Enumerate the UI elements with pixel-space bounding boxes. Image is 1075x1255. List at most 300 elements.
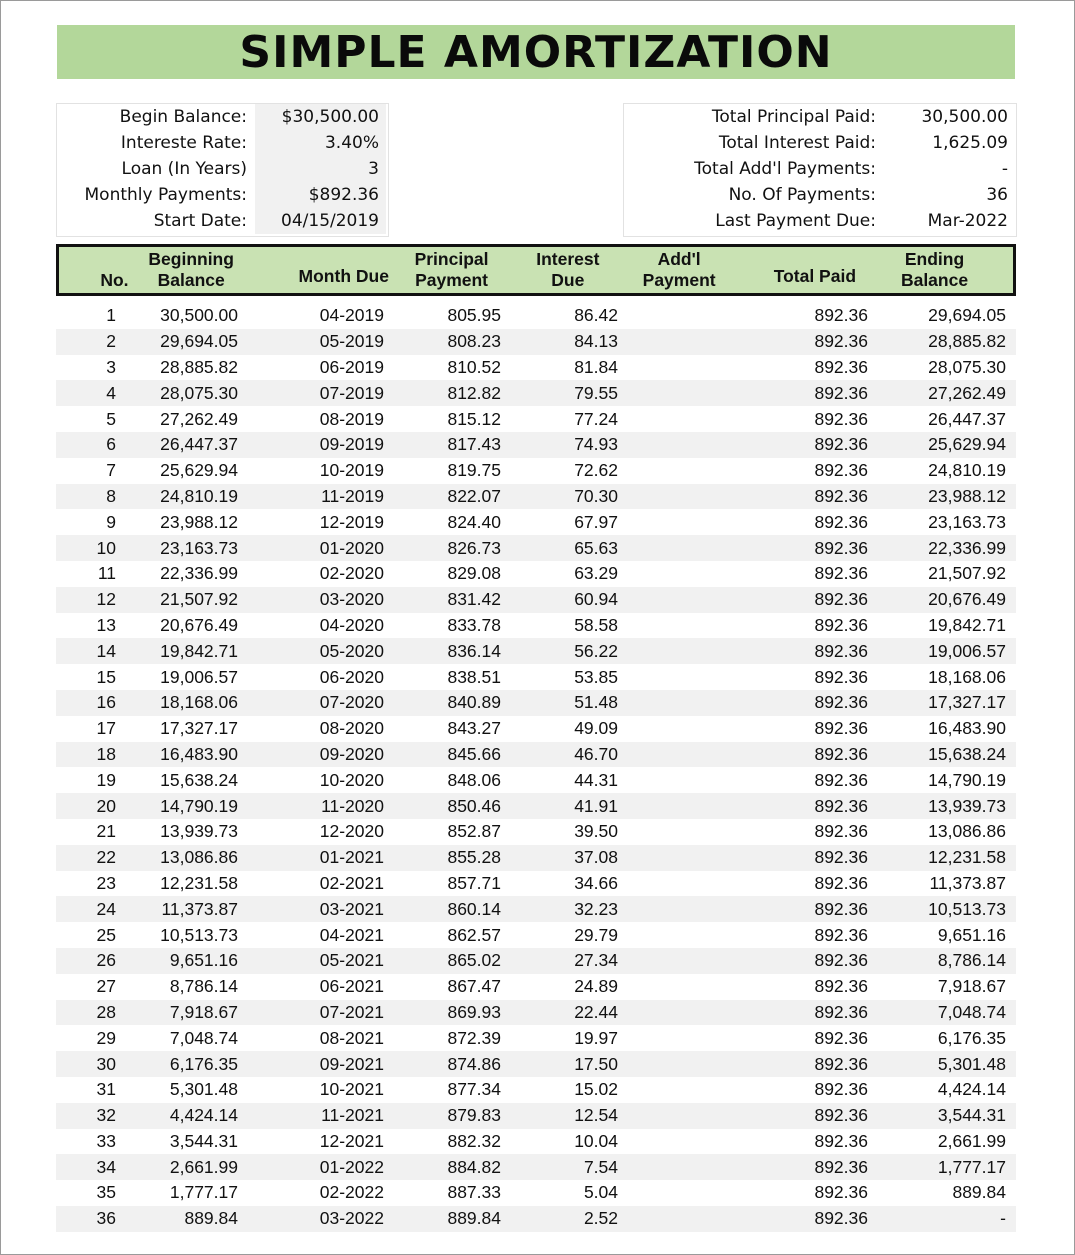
loan-input-value: 3: [255, 156, 386, 182]
table-cell: 08-2020: [319, 718, 384, 739]
table-row: [56, 1154, 1016, 1180]
table-row: [56, 1051, 1016, 1077]
table-row: [56, 974, 1016, 1000]
loan-input-row: [57, 130, 388, 156]
table-cell: 18: [96, 743, 116, 764]
table-cell: 34.66: [574, 872, 618, 893]
table-cell: 892.36: [814, 1053, 868, 1074]
loan-total-label: Total Add'l Payments:: [694, 159, 876, 179]
table-cell: 2.52: [583, 1208, 618, 1229]
column-header-line2: Balance: [900, 270, 969, 290]
table-cell: 22,336.99: [928, 537, 1006, 558]
table-cell: 03-2020: [319, 589, 384, 610]
table-cell: 7,918.67: [169, 1001, 238, 1022]
table-cell: 867.47: [447, 976, 501, 997]
table-cell: 9: [106, 511, 116, 532]
table-cell: 13,086.86: [928, 821, 1006, 842]
table-cell: 15.02: [574, 1079, 618, 1100]
table-row: [56, 638, 1016, 664]
table-cell: 65.63: [574, 537, 618, 558]
table-cell: 56.22: [574, 640, 618, 661]
table-cell: 12.54: [574, 1105, 618, 1126]
schedule-body: [56, 303, 1016, 1232]
column-header: [59, 247, 129, 293]
table-cell: 892.36: [814, 1027, 868, 1048]
table-cell: 872.39: [447, 1027, 501, 1048]
table-cell: 11,373.87: [161, 898, 238, 919]
table-cell: 39.50: [574, 821, 618, 842]
loan-input-row: [57, 182, 388, 208]
table-cell: 32: [96, 1105, 116, 1126]
column-header-line1: Ending: [904, 249, 965, 269]
table-cell: 892.36: [814, 950, 868, 971]
table-cell: 23,988.12: [160, 511, 238, 532]
table-cell: 16,483.90: [160, 743, 238, 764]
loan-input-value: 3.40%: [255, 130, 386, 156]
table-cell: 67.97: [574, 511, 618, 532]
table-cell: 04-2020: [319, 614, 384, 635]
table-cell: 10.04: [574, 1130, 618, 1151]
table-cell: 892.36: [814, 1182, 868, 1203]
table-cell: 34: [96, 1156, 116, 1177]
table-cell: 892.36: [814, 743, 868, 764]
table-row: [56, 690, 1016, 716]
table-row: [56, 1000, 1016, 1026]
loan-input-row: [57, 104, 388, 130]
table-cell: 889.84: [184, 1208, 238, 1229]
table-cell: 892.36: [814, 692, 868, 713]
table-row: [56, 1025, 1016, 1051]
table-cell: 19.97: [574, 1027, 618, 1048]
table-cell: 892.36: [814, 408, 868, 429]
table-row: [56, 922, 1016, 948]
table-cell: 852.87: [447, 821, 501, 842]
table-cell: 06-2019: [319, 356, 384, 377]
table-cell: 21: [96, 821, 116, 842]
table-cell: 63.29: [574, 563, 618, 584]
table-cell: 4,424.14: [169, 1105, 238, 1126]
table-row: [56, 329, 1016, 355]
column-header: [389, 247, 514, 293]
table-cell: 26: [96, 950, 116, 971]
table-cell: 826.73: [447, 537, 501, 558]
table-cell: 892.36: [814, 1130, 868, 1151]
table-cell: 3,544.31: [937, 1105, 1006, 1126]
table-row: [56, 1103, 1016, 1129]
table-cell: 18,168.06: [928, 666, 1006, 687]
loan-total-row: [624, 156, 1016, 182]
table-cell: 14,790.19: [160, 795, 238, 816]
table-cell: 28,075.30: [928, 356, 1006, 377]
table-cell: 21,507.92: [928, 563, 1006, 584]
column-header-line1: Interest: [536, 249, 600, 269]
table-cell: 13,939.73: [160, 821, 238, 842]
table-cell: 860.14: [447, 898, 501, 919]
table-cell: 892.36: [814, 924, 868, 945]
loan-total-value: 1,625.09: [932, 133, 1008, 153]
table-cell: 25: [96, 924, 116, 945]
table-row: [56, 1077, 1016, 1103]
table-cell: 05-2021: [319, 950, 384, 971]
table-cell: 877.34: [447, 1079, 501, 1100]
table-cell: 892.36: [814, 1105, 868, 1126]
table-cell: 838.51: [447, 666, 501, 687]
table-cell: 6: [106, 434, 116, 455]
loan-input-row: [57, 156, 388, 182]
table-cell: 03-2021: [319, 898, 384, 919]
table-row: [56, 535, 1016, 561]
loan-total-row: [624, 104, 1016, 130]
table-cell: 1: [106, 305, 116, 326]
table-cell: 892.36: [814, 821, 868, 842]
table-cell: 20,676.49: [928, 589, 1006, 610]
table-cell: 892.36: [814, 589, 868, 610]
table-cell: 892.36: [814, 847, 868, 868]
table-cell: 77.24: [574, 408, 618, 429]
table-cell: 37.08: [574, 847, 618, 868]
table-cell: 33: [96, 1130, 116, 1151]
table-cell: 850.46: [447, 795, 501, 816]
table-row: [56, 793, 1016, 819]
loan-total-value: 36: [986, 185, 1008, 205]
column-header: [129, 247, 254, 293]
table-cell: 848.06: [447, 769, 501, 790]
table-cell: 11: [97, 563, 116, 584]
table-cell: 20: [96, 795, 116, 816]
table-row: [56, 1129, 1016, 1155]
table-cell: 892.36: [814, 511, 868, 532]
table-cell: 10-2019: [319, 460, 384, 481]
table-cell: 14,790.19: [928, 769, 1006, 790]
column-header-line2: Month Due: [298, 266, 389, 286]
page-title: SIMPLE AMORTIZATION: [239, 26, 833, 78]
table-row: [56, 767, 1016, 793]
table-cell: 12: [96, 589, 116, 610]
table-cell: 30,500.00: [160, 305, 238, 326]
table-cell: 892.36: [814, 434, 868, 455]
table-cell: 857.71: [447, 872, 501, 893]
loan-total-label: Total Principal Paid:: [711, 107, 876, 127]
table-cell: 16: [96, 692, 116, 713]
loan-input-label: Loan (In Years): [121, 159, 247, 179]
table-cell: 884.82: [447, 1156, 501, 1177]
table-cell: 49.09: [574, 718, 618, 739]
table-cell: 882.32: [447, 1130, 501, 1151]
loan-input-value: $892.36: [255, 182, 386, 208]
table-cell: 13: [96, 614, 116, 635]
table-cell: 01-2021: [319, 847, 384, 868]
table-cell: 10-2021: [319, 1079, 384, 1100]
table-cell: 892.36: [814, 898, 868, 919]
table-cell: 41.91: [574, 795, 618, 816]
table-cell: 18,168.06: [160, 692, 238, 713]
table-cell: 27.34: [574, 950, 618, 971]
column-header: [514, 247, 621, 293]
column-header-line2: Payment: [415, 270, 489, 290]
table-row: [56, 458, 1016, 484]
table-cell: 11,373.87: [929, 872, 1006, 893]
table-cell: 889.84: [447, 1208, 501, 1229]
table-cell: 7,048.74: [937, 1001, 1006, 1022]
table-cell: 4: [106, 382, 116, 403]
table-cell: 12-2019: [319, 511, 384, 532]
table-cell: 02-2021: [319, 872, 384, 893]
table-cell: 829.08: [447, 563, 501, 584]
table-cell: 892.36: [814, 614, 868, 635]
table-cell: 843.27: [447, 718, 501, 739]
table-cell: 04-2019: [319, 305, 384, 326]
table-cell: 24,810.19: [928, 460, 1006, 481]
loan-inputs-panel: [56, 103, 389, 237]
table-cell: 889.84: [952, 1182, 1006, 1203]
column-header-line2: Balance: [157, 270, 225, 290]
table-cell: 35: [96, 1182, 116, 1203]
table-cell: 32.23: [574, 898, 618, 919]
table-cell: 04-2021: [319, 924, 384, 945]
table-cell: 892.36: [814, 563, 868, 584]
loan-total-value: 30,500.00: [921, 107, 1008, 127]
table-cell: 29.79: [574, 924, 618, 945]
table-cell: 892.36: [814, 769, 868, 790]
table-cell: 12,231.58: [928, 847, 1006, 868]
table-cell: 25,629.94: [928, 434, 1006, 455]
column-header-line2: Due: [551, 270, 585, 290]
table-cell: 892.36: [814, 382, 868, 403]
table-cell: 7.54: [583, 1156, 618, 1177]
column-header-line2: Payment: [642, 270, 716, 290]
loan-total-label: Last Payment Due:: [715, 211, 876, 231]
table-cell: 892.36: [814, 1156, 868, 1177]
table-cell: 833.78: [447, 614, 501, 635]
table-cell: 892.36: [814, 1079, 868, 1100]
table-cell: 2,661.99: [169, 1156, 238, 1177]
table-cell: 892.36: [814, 1001, 868, 1022]
table-cell: 17,327.17: [160, 718, 238, 739]
table-cell: 09-2019: [319, 434, 384, 455]
table-cell: 23,163.73: [928, 511, 1006, 532]
table-cell: 1,777.17: [937, 1156, 1006, 1177]
column-header-line1: Add'l: [657, 249, 701, 269]
table-cell: 21,507.92: [160, 589, 238, 610]
table-cell: 6,176.35: [937, 1027, 1006, 1048]
table-cell: 819.75: [447, 460, 501, 481]
table-cell: 8,786.14: [937, 950, 1006, 971]
title-banner: [57, 25, 1015, 79]
table-cell: 17,327.17: [928, 692, 1006, 713]
table-cell: 892.36: [814, 1208, 868, 1229]
table-cell: 831.42: [447, 589, 501, 610]
table-cell: 26,447.37: [160, 434, 238, 455]
table-row: [56, 948, 1016, 974]
table-cell: 8,786.14: [169, 976, 238, 997]
table-cell: 892.36: [814, 666, 868, 687]
table-cell: 28,885.82: [928, 331, 1006, 352]
table-cell: 3: [106, 356, 116, 377]
table-cell: 24.89: [574, 976, 618, 997]
table-cell: 27: [96, 976, 116, 997]
table-row: [56, 613, 1016, 639]
table-row: [56, 1180, 1016, 1206]
table-cell: 15,638.24: [160, 769, 238, 790]
table-cell: 892.36: [814, 537, 868, 558]
table-cell: 22.44: [574, 1001, 618, 1022]
table-cell: 892.36: [814, 331, 868, 352]
table-cell: 74.93: [574, 434, 618, 455]
table-cell: 5,301.48: [169, 1079, 238, 1100]
table-cell: 31: [96, 1079, 116, 1100]
table-cell: 26,447.37: [928, 408, 1006, 429]
table-cell: 892.36: [814, 356, 868, 377]
table-cell: 869.93: [447, 1001, 501, 1022]
table-cell: 887.33: [447, 1182, 501, 1203]
table-cell: 19: [96, 769, 116, 790]
table-cell: 51.48: [574, 692, 618, 713]
table-cell: 7,048.74: [169, 1027, 238, 1048]
table-row: [56, 355, 1016, 381]
table-cell: 892.36: [814, 485, 868, 506]
table-cell: 01-2022: [319, 1156, 384, 1177]
loan-input-row: [57, 208, 388, 234]
table-cell: 11-2020: [321, 795, 384, 816]
table-cell: 1,777.17: [169, 1182, 238, 1203]
table-cell: 17: [96, 718, 116, 739]
table-cell: 12-2021: [319, 1130, 384, 1151]
table-cell: 2,661.99: [937, 1130, 1006, 1151]
table-cell: 8: [106, 485, 116, 506]
table-cell: 2: [106, 331, 116, 352]
table-cell: 86.42: [574, 305, 618, 326]
table-cell: 855.28: [447, 847, 501, 868]
table-cell: 29,694.05: [160, 331, 238, 352]
table-cell: 13,086.86: [160, 847, 238, 868]
table-row: [56, 406, 1016, 432]
table-cell: 23: [96, 872, 116, 893]
table-cell: 840.89: [447, 692, 501, 713]
table-cell: 5,301.48: [937, 1053, 1006, 1074]
table-cell: 10,513.73: [928, 898, 1006, 919]
table-cell: 19,842.71: [160, 640, 238, 661]
loan-total-value: -: [1001, 159, 1008, 179]
loan-input-value: $30,500.00: [255, 104, 386, 130]
table-cell: 29: [96, 1027, 116, 1048]
loan-input-label: Begin Balance:: [119, 107, 247, 127]
table-cell: 02-2022: [319, 1182, 384, 1203]
column-header-line1: Beginning: [148, 249, 234, 269]
table-row: [56, 432, 1016, 458]
table-cell: 29,694.05: [928, 305, 1006, 326]
table-cell: 08-2021: [319, 1027, 384, 1048]
table-row: [56, 509, 1016, 535]
table-cell: 817.43: [447, 434, 501, 455]
table-cell: 60.94: [574, 589, 618, 610]
table-row: [56, 1206, 1016, 1232]
table-cell: 03-2022: [319, 1208, 384, 1229]
loan-totals-panel: [623, 103, 1017, 237]
table-cell: 53.85: [574, 666, 618, 687]
table-cell: 822.07: [447, 485, 501, 506]
loan-total-row: [624, 208, 1016, 234]
table-cell: 836.14: [447, 640, 501, 661]
table-row: [56, 742, 1016, 768]
table-cell: 02-2020: [319, 563, 384, 584]
table-cell: 10-2020: [319, 769, 384, 790]
table-row: [56, 716, 1016, 742]
table-cell: 23,988.12: [928, 485, 1006, 506]
table-cell: 13,939.73: [928, 795, 1006, 816]
table-cell: 892.36: [814, 872, 868, 893]
table-cell: 24: [96, 898, 116, 919]
table-cell: 11-2021: [321, 1105, 384, 1126]
loan-total-row: [624, 182, 1016, 208]
table-cell: 06-2021: [319, 976, 384, 997]
table-cell: 06-2020: [319, 666, 384, 687]
table-cell: 01-2020: [319, 537, 384, 558]
table-cell: 81.84: [574, 356, 618, 377]
table-cell: 44.31: [574, 769, 618, 790]
table-cell: 892.36: [814, 460, 868, 481]
table-cell: 808.23: [447, 331, 501, 352]
table-cell: 892.36: [814, 640, 868, 661]
table-cell: 24,810.19: [160, 485, 238, 506]
table-cell: 9,651.16: [169, 950, 238, 971]
table-cell: 892.36: [814, 795, 868, 816]
table-cell: 892.36: [814, 718, 868, 739]
table-cell: 28,075.30: [160, 382, 238, 403]
table-cell: 862.57: [447, 924, 501, 945]
table-cell: 892.36: [814, 976, 868, 997]
loan-input-label: Intereste Rate:: [120, 133, 247, 153]
table-cell: 15: [96, 666, 116, 687]
table-cell: 22: [96, 847, 116, 868]
table-cell: 25,629.94: [160, 460, 238, 481]
loan-input-label: Start Date:: [153, 211, 247, 231]
table-row: [56, 819, 1016, 845]
column-header-line2: Total Paid: [773, 266, 857, 286]
table-cell: 16,483.90: [928, 718, 1006, 739]
table-cell: 27,262.49: [160, 408, 238, 429]
column-header-line1: Principal: [414, 249, 489, 269]
table-cell: 20,676.49: [160, 614, 238, 635]
table-cell: 08-2019: [319, 408, 384, 429]
table-row: [56, 303, 1016, 329]
table-cell: 879.83: [447, 1105, 501, 1126]
schedule-header: [56, 244, 1016, 296]
table-cell: -: [1000, 1208, 1006, 1229]
table-cell: 12,231.58: [160, 872, 238, 893]
table-cell: 805.95: [447, 305, 501, 326]
table-row: [56, 845, 1016, 871]
table-cell: 23,163.73: [160, 537, 238, 558]
table-cell: 10: [96, 537, 116, 558]
table-cell: 30: [96, 1053, 116, 1074]
table-cell: 7: [106, 460, 116, 481]
table-row: [56, 587, 1016, 613]
column-header: [254, 247, 389, 293]
table-cell: 09-2021: [319, 1053, 384, 1074]
table-cell: 4,424.14: [937, 1079, 1006, 1100]
table-cell: 845.66: [447, 743, 501, 764]
table-cell: 58.58: [574, 614, 618, 635]
table-cell: 11-2019: [321, 485, 384, 506]
table-cell: 28: [96, 1001, 116, 1022]
table-cell: 70.30: [574, 485, 618, 506]
loan-total-label: Total Interest Paid:: [718, 133, 876, 153]
table-cell: 07-2020: [319, 692, 384, 713]
loan-input-label: Monthly Payments:: [84, 185, 247, 205]
table-cell: 812.82: [447, 382, 501, 403]
loan-total-value: Mar-2022: [927, 211, 1008, 231]
loan-input-value: 04/15/2019: [255, 208, 386, 234]
